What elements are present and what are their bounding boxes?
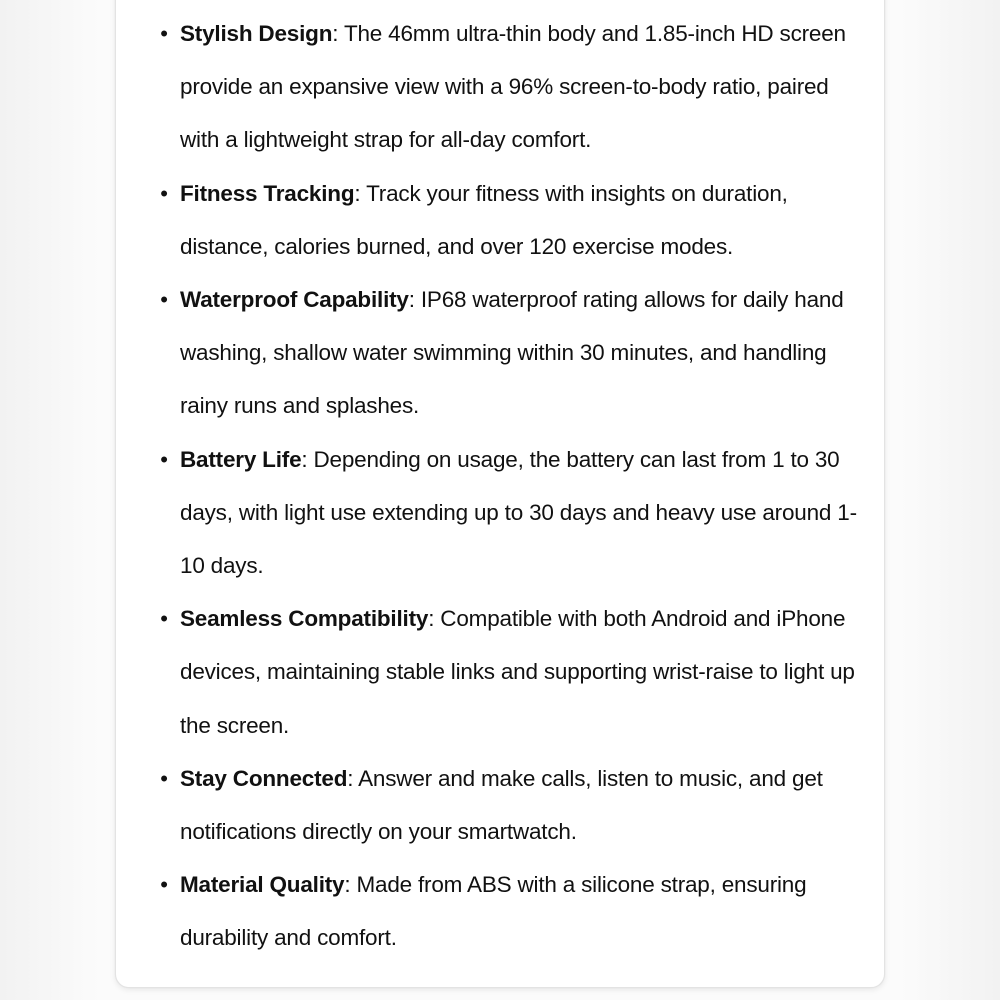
product-description-card [115,0,885,988]
feature-text: Depending on usage, the battery can last from 1 to 30 days, with light use extending up to 30 days and heavy use around 1-10 days. [180,446,857,579]
feature-text: Made from ABS with a silicone strap, ensuring durability and comfort. [180,872,807,951]
bullet-icon: • [160,765,168,791]
feature-separator: : [301,446,314,472]
feature-text: Answer and make calls, listen to music, and get notifications directly on your smartwatch. [180,765,823,845]
feature-item-material-quality [116,858,885,964]
feature-title: Material Quality [180,872,345,898]
feature-title: Stay Connected [180,765,348,791]
feature-separator: : [428,606,441,632]
feature-item-seamless-compatibility [116,592,885,752]
feature-item-stylish-design [116,7,885,167]
feature-item-battery-life [116,433,885,593]
bullet-icon: • [160,21,168,46]
feature-title: Fitness Tracking [180,180,355,206]
feature-title: Seamless Compatibility [180,606,429,632]
feature-title: Stylish Design [180,21,333,46]
feature-text: The 46mm ultra-thin body and 1.85-inch HD screen provide an expansive view with a 96% screen-to-body ratio, paired with a lightweight strap for all-day comfort. [180,21,846,153]
bullet-icon: • [160,180,168,206]
feature-separator: : [354,180,367,206]
bullet-icon: • [160,606,168,632]
bullet-icon: • [160,872,168,898]
feature-separator: : [344,872,357,898]
feature-text: Track your fitness with insights on duration, distance, calories burned, and over 120 exercise modes. [180,180,788,259]
bullet-icon: • [160,287,168,313]
feature-separator: : [408,287,421,313]
feature-item-stay-connected [116,752,885,858]
feature-title: Battery Life [180,446,302,472]
feature-separator: : [347,765,359,791]
feature-list [116,7,885,965]
feature-title: Waterproof Capability [180,287,409,313]
feature-separator: : [332,21,344,46]
feature-item-fitness-tracking [116,167,885,273]
bullet-icon: • [160,446,168,472]
feature-item-waterproof-capability [116,273,885,433]
feature-text: IP68 waterproof rating allows for daily hand washing, shallow water swimming within 30 minutes, and handling rainy runs and splashes. [180,287,844,419]
feature-text: Compatible with both Android and iPhone devices, maintaining stable links and supporting wrist-raise to light up the screen. [180,606,855,738]
